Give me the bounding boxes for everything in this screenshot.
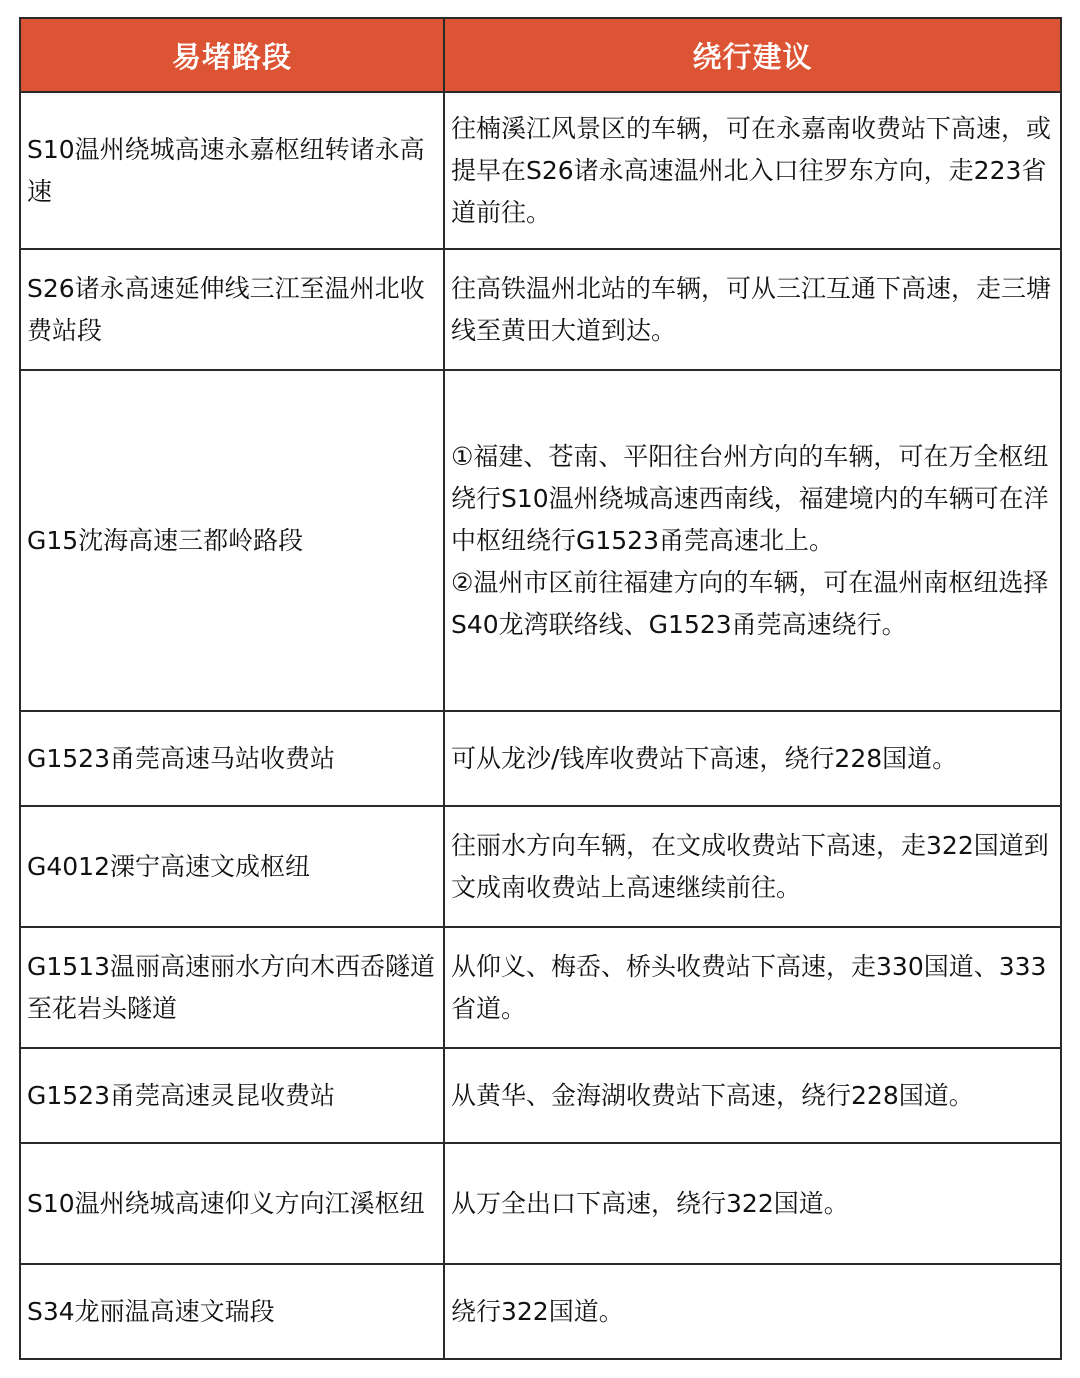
advice-text: 从黄华、金海湖收费站下高速，绕行228国道。 bbox=[451, 1080, 974, 1110]
header-detour-advice: 绕行建议 bbox=[444, 18, 1061, 92]
advice-cell bbox=[444, 1143, 1061, 1264]
advice-cell bbox=[444, 249, 1061, 370]
advice-text: 往楠溪江风景区的车辆，可在永嘉南收费站下高速，或提早在S26诸永高速温州北入口往罗东方向，走223省道前往。 bbox=[451, 113, 1052, 227]
table-row bbox=[20, 927, 1061, 1048]
table-row bbox=[20, 249, 1061, 370]
header-congested-section: 易堵路段 bbox=[20, 18, 444, 92]
section-cell: G1523甬莞高速马站收费站 bbox=[20, 711, 444, 806]
advice-cell bbox=[444, 927, 1061, 1048]
table-body bbox=[20, 92, 1061, 1359]
advice-cell bbox=[444, 806, 1061, 927]
table-row bbox=[20, 1264, 1061, 1359]
table-header bbox=[20, 18, 1061, 92]
section-cell: G15沈海高速三都岭路段 bbox=[20, 370, 444, 711]
table-row bbox=[20, 711, 1061, 806]
section-cell: S10温州绕城高速仰义方向江溪枢纽 bbox=[20, 1143, 444, 1264]
advice-cell bbox=[444, 711, 1061, 806]
section-cell: G4012溧宁高速文成枢纽 bbox=[20, 806, 444, 927]
section-cell: S10温州绕城高速永嘉枢纽转诸永高速 bbox=[20, 92, 444, 249]
advice-cell bbox=[444, 370, 1061, 711]
section-cell: G1513温丽高速丽水方向木西岙隧道至花岩头隧道 bbox=[20, 927, 444, 1048]
table-row bbox=[20, 1048, 1061, 1143]
table-row bbox=[20, 92, 1061, 249]
advice-cell bbox=[444, 1048, 1061, 1143]
section-cell: S34龙丽温高速文瑞段 bbox=[20, 1264, 444, 1359]
table-row bbox=[20, 1143, 1061, 1264]
advice-text: 从仰义、梅岙、桥头收费站下高速，走330国道、333省道。 bbox=[451, 951, 1047, 1023]
advice-cell bbox=[444, 1264, 1061, 1359]
advice-text: ②温州市区前往福建方向的车辆，可在温州南枢纽选择S40龙湾联络线、G1523甬莞高速绕行。 bbox=[451, 567, 1049, 639]
header-row bbox=[20, 18, 1061, 92]
advice-text: 往高铁温州北站的车辆，可从三江互通下高速，走三塘线至黄田大道到达。 bbox=[451, 273, 1052, 345]
advice-text: 绕行322国道。 bbox=[451, 1296, 624, 1326]
section-cell: S26诸永高速延伸线三江至温州北收费站段 bbox=[20, 249, 444, 370]
advice-text: 可从龙沙/钱库收费站下高速，绕行228国道。 bbox=[451, 743, 958, 773]
section-cell: G1523甬莞高速灵昆收费站 bbox=[20, 1048, 444, 1143]
advice-cell bbox=[444, 92, 1061, 249]
advice-text: ①福建、苍南、平阳往台州方向的车辆，可在万全枢纽绕行S10温州绕城高速西南线，福建境内的车辆可在洋中枢纽绕行G1523甬莞高速北上。 bbox=[451, 441, 1049, 555]
advice-text: 从万全出口下高速，绕行322国道。 bbox=[451, 1188, 849, 1218]
detour-table bbox=[19, 17, 1062, 1360]
table-row bbox=[20, 806, 1061, 927]
table-row bbox=[20, 370, 1061, 711]
advice-text: 往丽水方向车辆，在文成收费站下高速，走322国道到文成南收费站上高速继续前往。 bbox=[451, 830, 1049, 902]
